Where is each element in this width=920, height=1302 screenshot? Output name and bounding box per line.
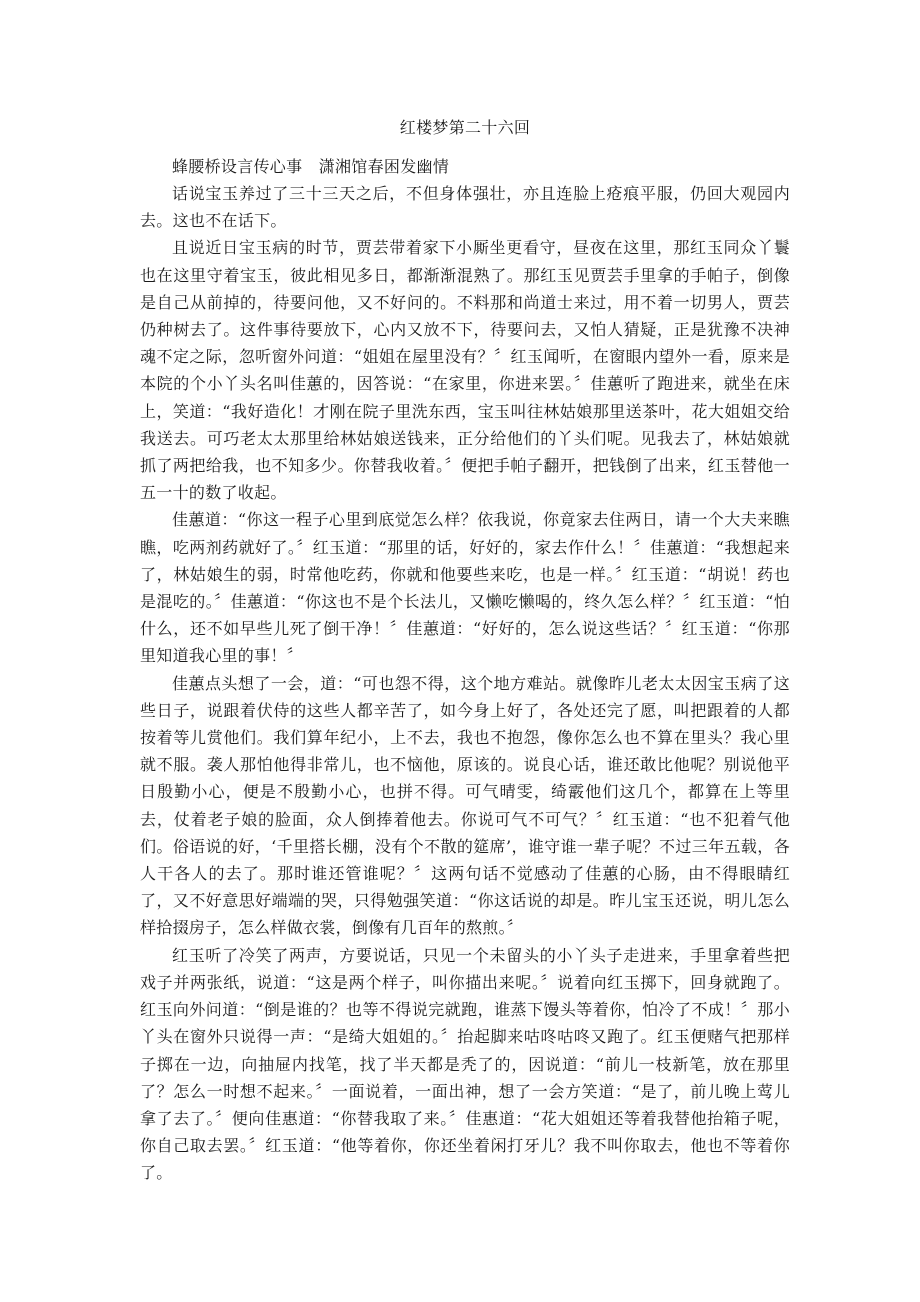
chapter-subtitle: 蜂腰桥设言传心事 潇湘馆春困发幽情 bbox=[172, 157, 450, 176]
chapter-title: 红楼梦第二十六回 bbox=[399, 118, 531, 137]
document-body bbox=[140, 114, 790, 1187]
paragraph-4: 佳蕙点头想了一会，道：“可也怨不得，这个地方难站。就像昨儿老太太因宝玉病了这些日子，说跟着伏侍的这些人都辛苦了，如今身上好了，各处还完了愿，叫把跟着的人都按着等儿赏他们。我们算年纪小，上不去，我也不抱怨，像你怎么也不算在里头？我心里就不服。袭人那怕他得非常儿，也不恼他，原该的。说良心话，谁还敢比他呢？别说他平日殷勤小心，便是不殷勤小心，也拼不得。可气晴雯，绮霰他们这几个，都算在上等里去，仗着老子娘的脸面，众人倒捧着他去。你说可气不可气？〞红玉道：“也不犯着气他们。俗语说的好，‘千里搭长棚，没有个不散的筵席’，谁守谁一辈子呢？不过三年五载，各人干各人的去了。那时谁还管谁呢？〞这两句话不觉感动了佳蕙的心肠，由不得眼睛红了，又不好意思好端端的哭，只得勉强笑道：“你这话说的却是。昨儿宝玉还说，明儿怎么样拾掇房子，怎么样做衣裳，倒像有几百年的熬煎。〞 bbox=[140, 673, 790, 938]
paragraph-2: 且说近日宝玉病的时节，贾芸带着家下小厮坐更看守，昼夜在这里，那红玉同众丫鬟也在这里守着宝玉，彼此相见多日，都渐渐混熟了。那红玉见贾芸手里拿的手帕子，倒像是自己从前掉的，待要问他，又不好问的。不料那和尚道士来过，用不着一切男人，贾芸仍种树去了。这件事待要放下，心内又放不下，待要问去，又怕人猜疑，正是犹豫不决神魂不定之际，忽听窗外问道：“姐姐在屋里没有？〞红玉闻听，在窗眼内望外一看，原来是本院的个小丫头名叫佳蕙的，因答说：“在家里，你进来罢。〞佳蕙听了跑进来，就坐在床上，笑道：“我好造化！才刚在院子里洗东西，宝玉叫往林姑娘那里送茶叶，花大姐姐交给我送去。可巧老太太那里给林姑娘送钱来，正分给他们的丫头们呢。见我去了，林姑娘就抓了两把给我，也不知多少。你替我收着。〞便把手帕子翻开，把钱倒了出来，红玉替他一五一十的数了收起。 bbox=[140, 238, 790, 503]
paragraph-1: 话说宝玉养过了三十三天之后，不但身体强壮，亦且连脸上疮痕平服，仍回大观园内去。这也不在话下。 bbox=[140, 184, 790, 231]
paragraph-5: 红玉听了冷笑了两声，方要说话，只见一个未留头的小丫头子走进来，手里拿着些把戏子并两张纸，说道：“这是两个样子，叫你描出来呢。〞说着向红玉掷下，回身就跑了。红玉向外问道：“倒是谁的？也等不得说完就跑，谁蒸下馒头等着你，怕冷了不成！〞那小丫头在窗外只说得一声：“是绮大姐姐的。〞抬起脚来咕咚咕咚又跑了。红玉便赌气把那样子掷在一边，向抽屉内找笔，找了半天都是秃了的，因说道：“前儿一枝新笔，放在那里了？怎么一时想不起来。〞一面说着，一面出神，想了一会方笑道：“是了，前儿晚上莺儿拿了去了。〞便向佳惠道：“你替我取了来。〞佳惠道：“花大姐姐还等着我替他抬箱子呢，你自己取去罢。〞红玉道：“他等着你，你还坐着闲打牙儿？我不叫你取去，他也不等着你了。 bbox=[140, 945, 790, 1183]
paragraph-3: 佳蕙道：“你这一程子心里到底觉怎么样？依我说，你竟家去住两日，请一个大夫来瞧瞧，吃两剂药就好了。〞红玉道：“那里的话，好好的，家去作什么！〞佳蕙道：“我想起来了，林姑娘生的弱，时常他吃药，你就和他要些来吃，也是一样。〞红玉道：“胡说！药也是混吃的。〞佳蕙道：“你这也不是个长法儿，又懒吃懒喝的，终久怎么样？〞红玉道：“怕什么，还不如早些儿死了倒干净！〞佳蕙道：“好好的，怎么说这些话？〞红玉道：“你那里知道我心里的事！〞 bbox=[140, 510, 790, 666]
